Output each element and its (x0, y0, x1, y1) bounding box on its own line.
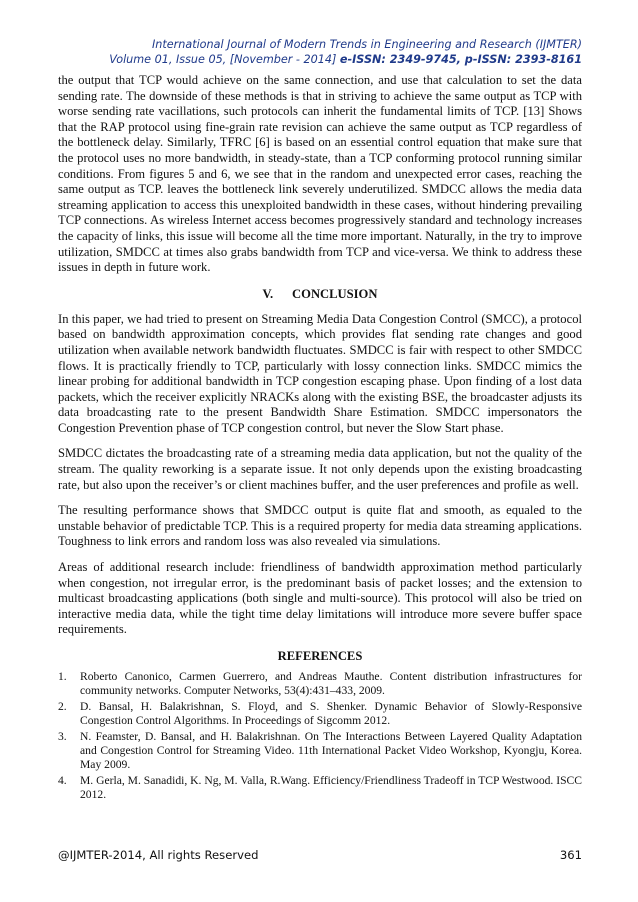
journal-title-header: International Journal of Modern Trends in Engineering and Research (IJMTER) (151, 38, 582, 51)
copyright-notice: @IJMTER-2014, All rights Reserved (58, 848, 259, 862)
page-number: 361 (559, 848, 582, 862)
reference-text: N. Feamster, D. Bansal, and H. Balakrishnan. On The Interactions Between Layered Quality Adaptation and Congestion Control for Streaming Video. 11th International Packet Video Workshop, Kyongju, Korea. May 2009. (80, 729, 582, 772)
page-footer (58, 848, 582, 862)
conclusion-paragraph-2: SMDCC dictates the broadcasting rate of a streaming media data application, but not the quality of the stream. The quality reworking is a separate issue. It not only depends upon the existing broadcasting rate, but also upon the receiver’s or client machines buffer, and the user preferences and profile as well. (58, 446, 582, 492)
reference-text: Roberto Canonico, Carmen Guerrero, and Andreas Mauthe. Content distribution infrastructures for community networks. Computer Networks, 53(4):431–433, 2009. (80, 670, 582, 698)
conclusion-paragraph-4: Areas of additional research include: friendliness of bandwidth approximation method particularly when congestion, not irregular error, is the predominant basis of packet losses; and the extension to multicast broadcasting applications (both single and multi-source). This protocol will also be tried on interactive media data, while the tight time delay limitations will introduce more severe buffer space requirements. (58, 560, 582, 637)
reference-number: 1. (58, 670, 67, 683)
issue-info: Volume 01, Issue 05, [November - 2014] (109, 53, 337, 66)
issn-info: e-ISSN: 2349-9745, p-ISSN: 2393-8161 (339, 53, 582, 66)
conclusion-paragraph-1: In this paper, we had tried to present on Streaming Media Data Congestion Control (SMCC), a protocol based on bandwidth approximation concepts, which provides flat sending rate changes and good utilization when available network bandwidth fluctuates. SMDCC is fair with respect to other SMDCC flows. It is practically friendly to TCP, particularly with lossy connection links. SMDCC mimics the linear probing for additional bandwidth in TCP congestion escaping phase. Upon finding of a lost data packets, which the receiver explicitly NRACKs along with the existing BSE, the broadcaster adjusts its data broadcasting rate to the present Bandwidth Share Estimation. SMDCC impersonators the Congestion Prevention phase of TCP congestion control, but never the Slow Start phase. (58, 311, 582, 435)
reference-number: 2. (58, 699, 67, 713)
intro-paragraph: the output that TCP would achieve on the same connection, and use that calculation to set the data sending rate. The downside of these methods is that in striving to achieve the same output as TCP with worse sending rate vacillations, such protocols can inherit the fundamental limits of TCP. [13] Shows that the RAP protocol using fine-grain rate revision can achieve the same output as TCP regardless of the bottleneck delay. Similarly, TFRC [6] is based on an essential control equation that make sure that the protocol uses no more bandwidth, in steady-state, than a TCP conforming protocol running similar conditions. From figures 5 and 6, we see that in the random and unexpected error cases, reaching the same output as TCP. leaves the bottleneck link severely underutilized. SMDCC allows the media data streaming application to access this unexploited bandwidth in these cases, without hindering prevailing TCP connections. As wireless Internet access becomes progressively standard and technology increases the capacity of links, this issue will become all the time more important. Naturally, in the try to improve utilization, SMDCC at times also grabs bandwidth from TCP and vice-versa. We think to address these issues in depth in future work. (58, 73, 582, 275)
reference-item (58, 774, 582, 803)
reference-item (58, 700, 582, 729)
journal-issue-header (58, 52, 582, 67)
journal-page (58, 0, 582, 902)
reference-text: D. Bansal, H. Balakrishnan, S. Floyd, and S. Shenker. Dynamic Behavior of Slowly-Responsive Congestion Control Algorithms. In Proceedings of Sigcomm 2012. (80, 699, 582, 728)
reference-number: 4. (58, 773, 67, 787)
references-heading: REFERENCES (277, 649, 363, 663)
reference-item (58, 670, 582, 699)
conclusion-paragraph-3: The resulting performance shows that SMDCC output is quite flat and smooth, as equaled to the unstable behavior of predictable TCP. This is a required property for media data streaming applications. Toughness to link errors and random loss was also revealed via simulations. (58, 503, 582, 549)
reference-item (58, 730, 582, 773)
conclusion-heading: V. CONCLUSION (262, 286, 378, 301)
reference-text: M. Gerla, M. Sanadidi, K. Ng, M. Valla, R.Wang. Efficiency/Friendliness Tradeoff in TCP Westwood. ISCC 2012. (80, 773, 582, 802)
reference-number: 3. (58, 729, 67, 743)
references-list (58, 670, 582, 803)
